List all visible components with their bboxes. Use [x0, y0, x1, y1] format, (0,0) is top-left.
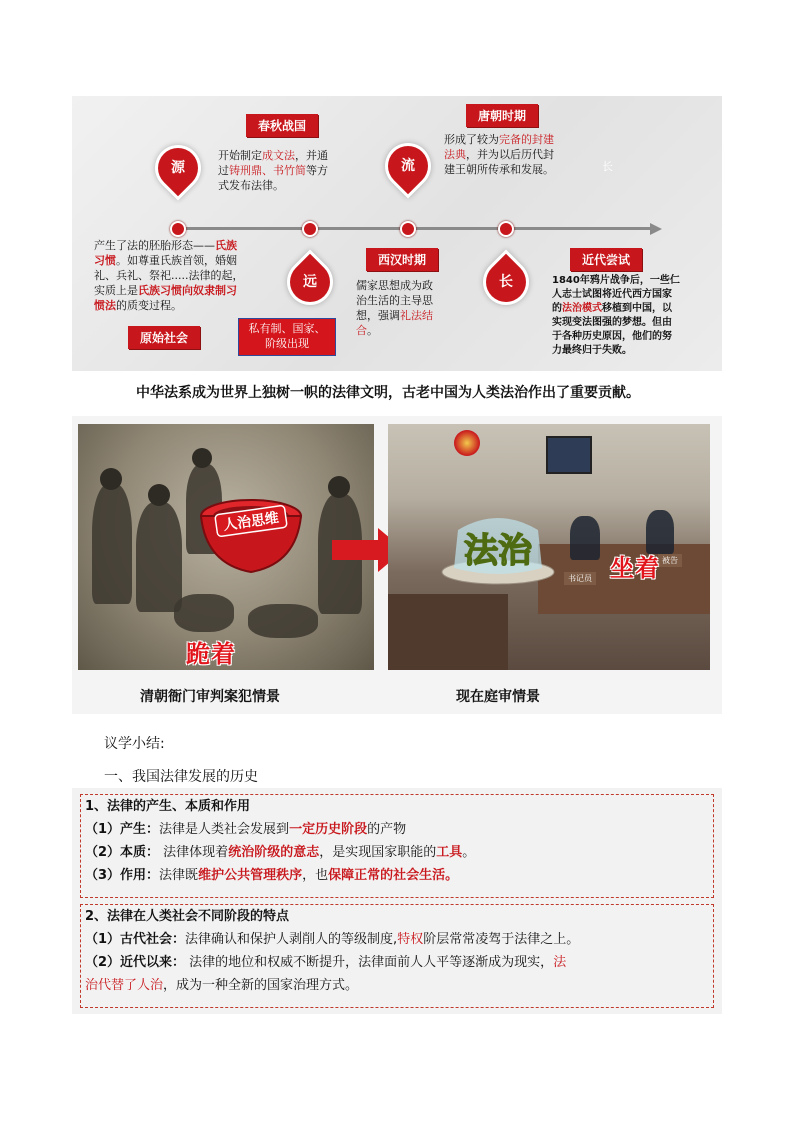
figure-head: [328, 476, 350, 498]
private-ownership-note: 私有制、国家、 阶级出现: [238, 318, 336, 356]
header-chunqiu: 春秋战国: [246, 114, 318, 137]
figure-head: [192, 448, 212, 468]
monitor-screen: [546, 436, 592, 474]
tang-description: 形成了较为完备的封建 法典，并为以后历代封 建王朝所传承和发展。: [444, 133, 554, 176]
box2-line-modern-cont: 治代替了人治，成为一种全新的国家治理方式。: [85, 978, 359, 993]
summary-title: 议学小结:: [104, 736, 165, 752]
figure-head: [148, 484, 170, 506]
timeline-arrow-icon: [650, 223, 662, 235]
defendant-sign: 被告: [658, 554, 682, 567]
drop-label-long: 长: [499, 274, 513, 290]
kneeling-label: 跪着: [186, 640, 236, 668]
rule-by-man-bowl: [196, 494, 306, 584]
drop-label-source: 源: [171, 160, 185, 176]
header-jindai: 近代尝试: [570, 248, 642, 271]
history-timeline-panel: [72, 96, 722, 371]
comparison-photos: [72, 416, 722, 714]
timeline-dot-3: [400, 221, 416, 237]
box1-line-essence: （2）本质： 法律体现着统治阶级的意志，是实现国家职能的工具。: [85, 845, 476, 860]
section-heading: 一、我国法律发展的历史: [104, 769, 258, 785]
drop-label-far: 远: [303, 274, 317, 290]
front-desk: [388, 594, 508, 670]
figure-silhouette: [136, 502, 182, 612]
rule-of-law-plate: [438, 510, 558, 588]
timeline-dot-2: [302, 221, 318, 237]
figure-silhouette: [92, 484, 132, 604]
intro-sentence: 中华法系成为世界上独树一帜的法律文明，古老中国为人类法治作出了重要贡献。: [136, 385, 640, 401]
summary-box-1: [80, 794, 714, 898]
plate-label: 法治: [464, 531, 532, 571]
yuanshi-description: 产生了法的胚胎形态——氏族 习惯。如尊重氏族首领，婚姻 礼、兵礼、祭祀.....法律的起， 实质上是氏族习惯向奴隶制习 惯法的质变过程。: [94, 239, 244, 312]
box2-line-modern: （2）近代以来： 法律的地位和权威不断提升，法律面前人人平等逐渐成为现实，法: [85, 955, 567, 970]
faded-char: 长: [602, 160, 613, 173]
header-yuanshi: 原始社会: [128, 326, 200, 349]
header-tang: 唐朝时期: [466, 104, 538, 127]
clerk-sign: 书记员: [564, 572, 596, 585]
box2-heading: 2、法律在人类社会不同阶段的特点: [85, 909, 290, 924]
transition-arrow: [332, 540, 380, 560]
header-xihan: 西汉时期: [366, 248, 438, 271]
box1-line-origin: （1）产生：法律是人类社会发展到一定历史阶段的产物: [85, 822, 407, 837]
national-emblem-icon: [454, 430, 480, 456]
sitting-label: 坐着: [610, 554, 660, 582]
kneeling-figure: [174, 594, 234, 632]
kneeling-figure: [248, 604, 318, 638]
box1-heading: 1、法律的产生、本质和作用: [85, 799, 251, 814]
drop-label-flow: 流: [401, 158, 415, 174]
timeline-dot-4: [498, 221, 514, 237]
clerk-figure: [570, 516, 600, 560]
chunqiu-description: 开始制定成文法，并通 过铸刑鼎、书竹简等方 式发布法律。: [218, 149, 328, 192]
xihan-description: 儒家思想成为政 治生活的主导思 想，强调礼法结 合。: [356, 279, 433, 337]
timeline-dot-1: [170, 221, 186, 237]
box2-line-ancient: （1）古代社会：法律确认和保护人剥削人的等级制度,特权阶层常常凌驾于法律之上。: [85, 932, 580, 947]
summary-panel: [72, 788, 722, 1014]
jindai-description: 1840年鸦片战争后，一些仁 人志士试图将近代西方国家 的法治模式移植到中国，以 实现变法图强的梦想。但由 于各种历史原因，他们的努 力最终归于失败。: [552, 275, 680, 356]
summary-box-2: [80, 904, 714, 1008]
right-caption: 现在庭审情景: [456, 689, 540, 705]
modern-court-photo: [388, 424, 710, 670]
left-caption: 清朝衙门审判案犯情景: [140, 689, 280, 705]
bowl-label: 人治思维: [222, 510, 280, 534]
figure-head: [100, 468, 122, 490]
box1-line-function: （3）作用：法律既维护公共管理秩序，也保障正常的社会生活。: [85, 868, 459, 883]
